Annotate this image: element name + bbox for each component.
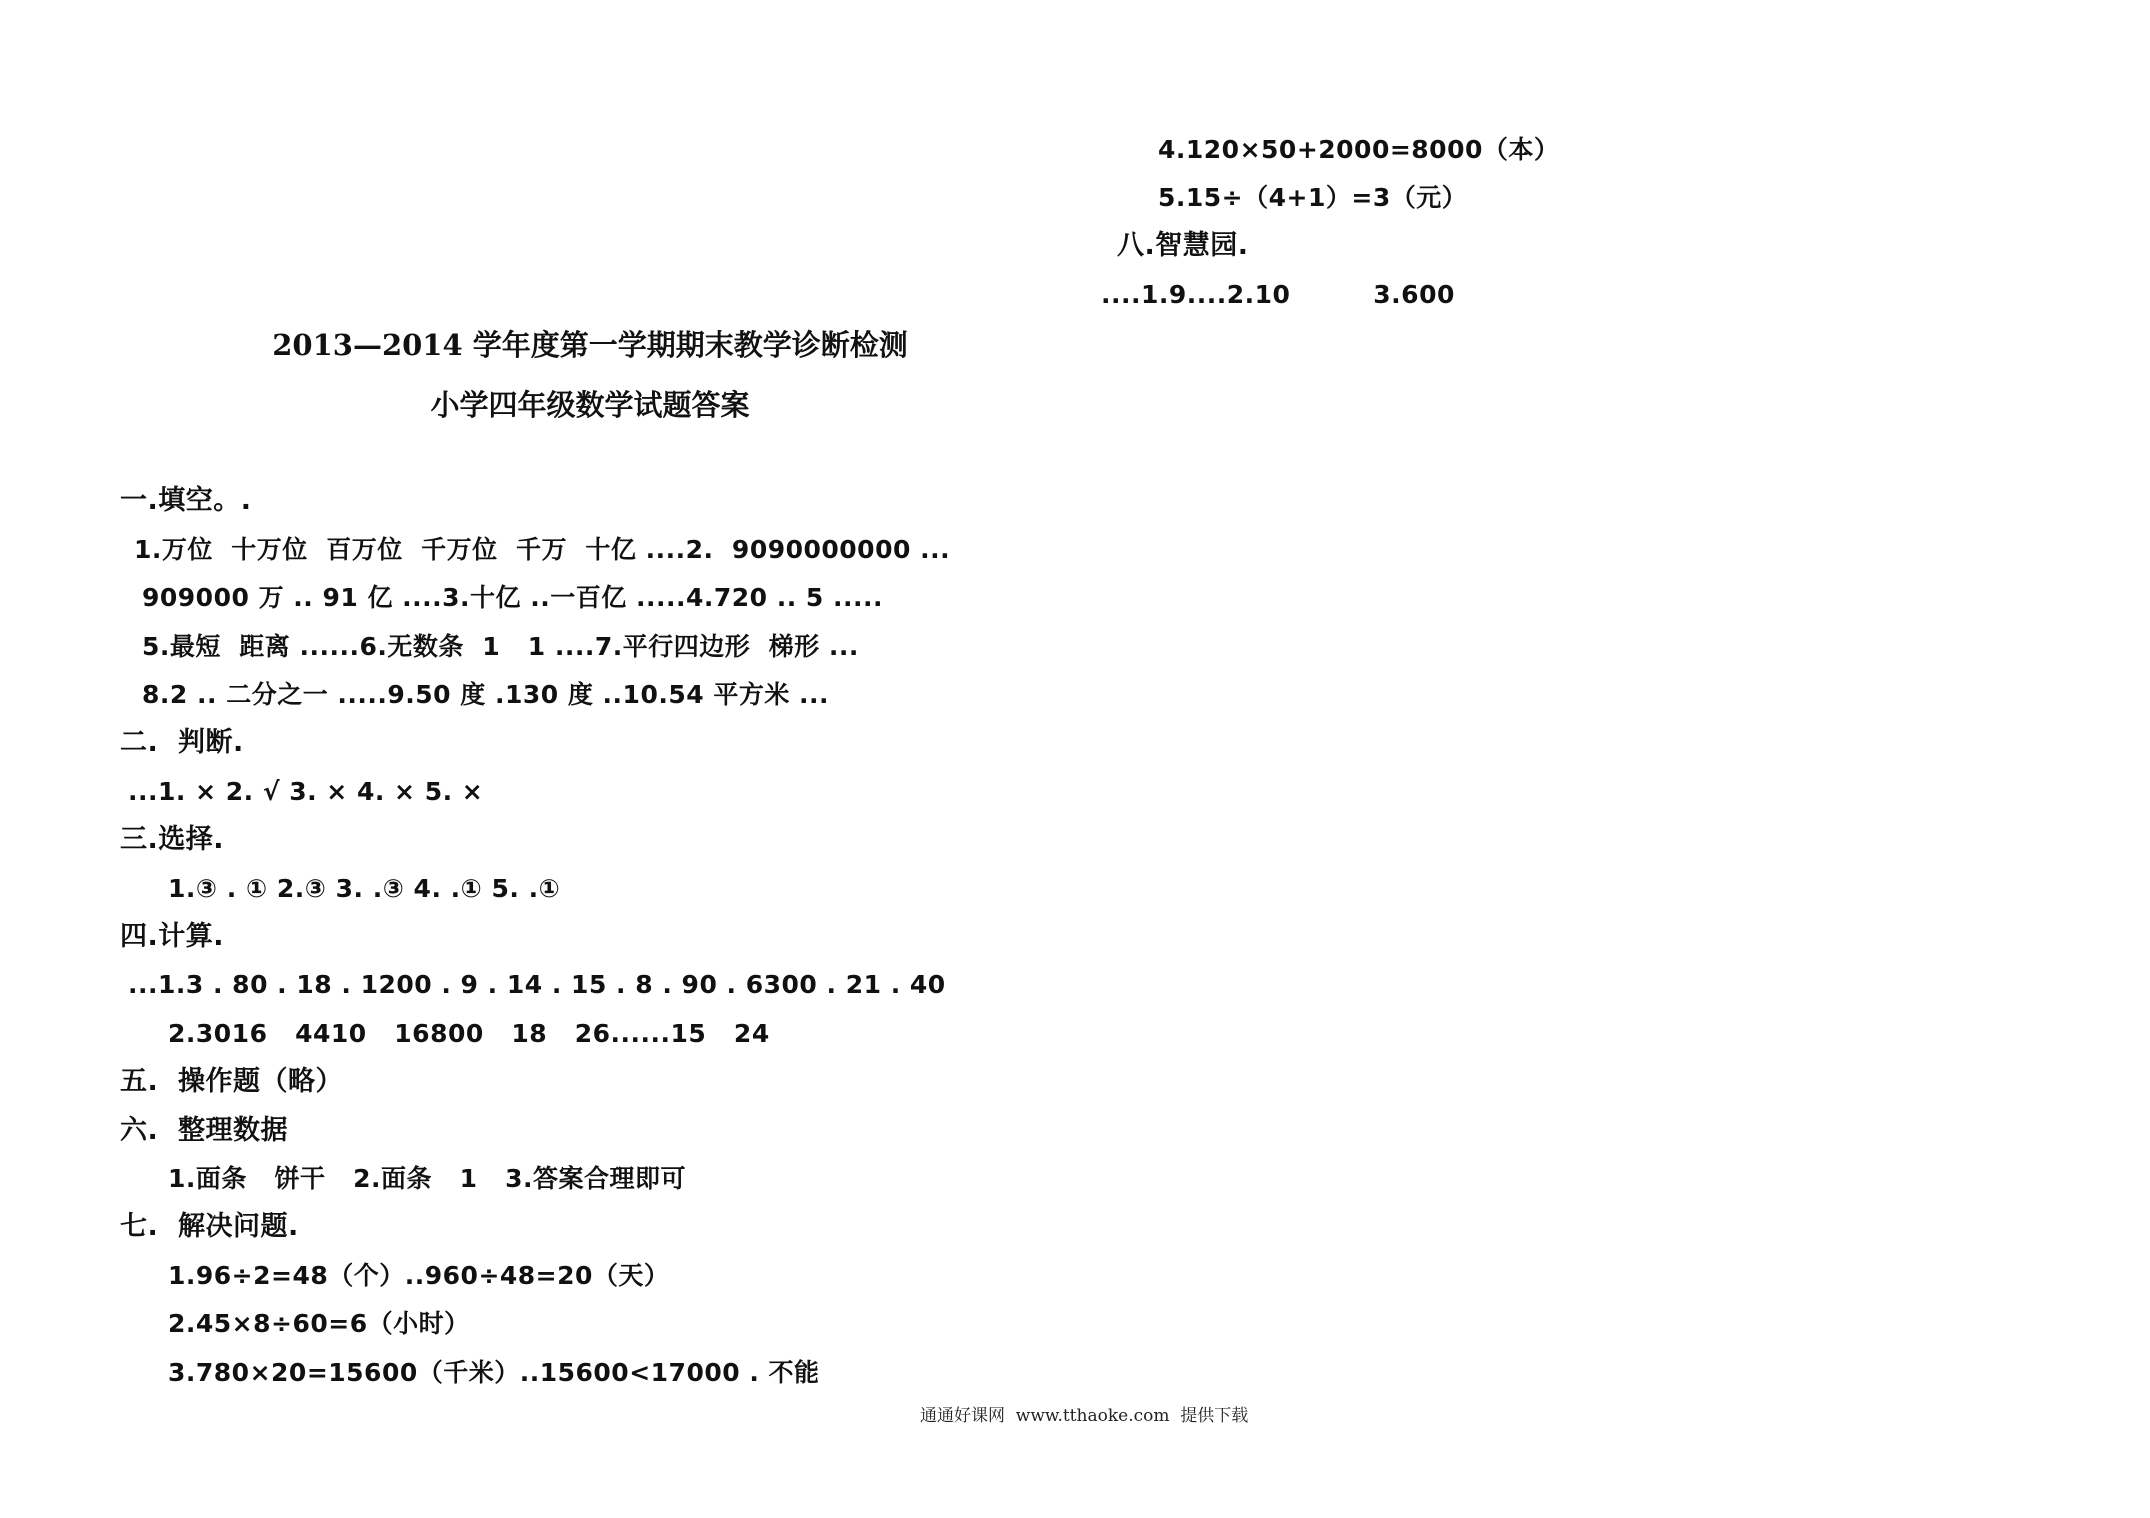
section-heading-choose: 三.选择.	[120, 824, 225, 855]
answer-line: 1.面条 饼干 2.面条 1 3.答案合理即可	[168, 1164, 687, 1193]
section-heading-judge: 二. 判断.	[120, 727, 244, 758]
right-answer-line-1: 4.120×50+2000=8000（本）	[1158, 135, 1560, 164]
answer-line: 8.2 .. 二分之一 .....9.50 度 .130 度 ..10.54 平方米 ...	[142, 680, 830, 709]
document-subtitle: 小学四年级数学试题答案	[430, 388, 750, 422]
answer-line: ...1.3 . 80 . 18 . 1200 . 9 . 14 . 15 . 8 . 90 . 6300 . 21 . 40	[128, 970, 946, 999]
section-heading-fill-blank: 一.填空。.	[120, 485, 252, 516]
answer-line: 2.3016 4410 16800 18 26......15 24	[168, 1019, 770, 1048]
section-heading-solve-problems: 七. 解决问题.	[120, 1211, 299, 1242]
answer-line: 909000 万 .. 91 亿 ....3.十亿 ..一百亿 .....4.720 .. 5 .....	[142, 583, 884, 612]
answer-line: 1.96÷2=48（个）..960÷48=20（天）	[168, 1261, 670, 1290]
right-answer-line-4: ....1.9....2.10 3.600	[1101, 280, 1455, 309]
right-answer-line-2: 5.15÷（4+1）=3（元）	[1158, 183, 1468, 212]
section-heading-calculate: 四.计算.	[120, 921, 225, 952]
document-title: 2013—2014 学年度第一学期期末教学诊断检测	[272, 328, 908, 362]
section-heading-organize-data: 六. 整理数据	[120, 1115, 289, 1146]
answer-line: 1.③ . ① 2.③ 3. .③ 4. .① 5. .①	[168, 874, 561, 903]
answer-line: 3.780×20=15600（千米）..15600<17000 . 不能	[168, 1358, 820, 1387]
answer-line: 1.万位 十万位 百万位 千万位 千万 十亿 ....2. 9090000000 ...	[134, 535, 951, 564]
section-heading-operation: 五. 操作题（略）	[120, 1066, 344, 1097]
section-heading-wisdom-garden: 八.智慧园.	[1117, 230, 1249, 261]
footer-source-note: 通通好课网 www.tthaoke.com 提供下载	[920, 1406, 1249, 1426]
answer-line: 2.45×8÷60=6（小时）	[168, 1309, 470, 1338]
answer-line: 5.最短 距离 ......6.无数条 1 1 ....7.平行四边形 梯形 ...	[142, 632, 859, 661]
answer-line: ...1. × 2. √ 3. × 4. × 5. ×	[128, 777, 484, 806]
